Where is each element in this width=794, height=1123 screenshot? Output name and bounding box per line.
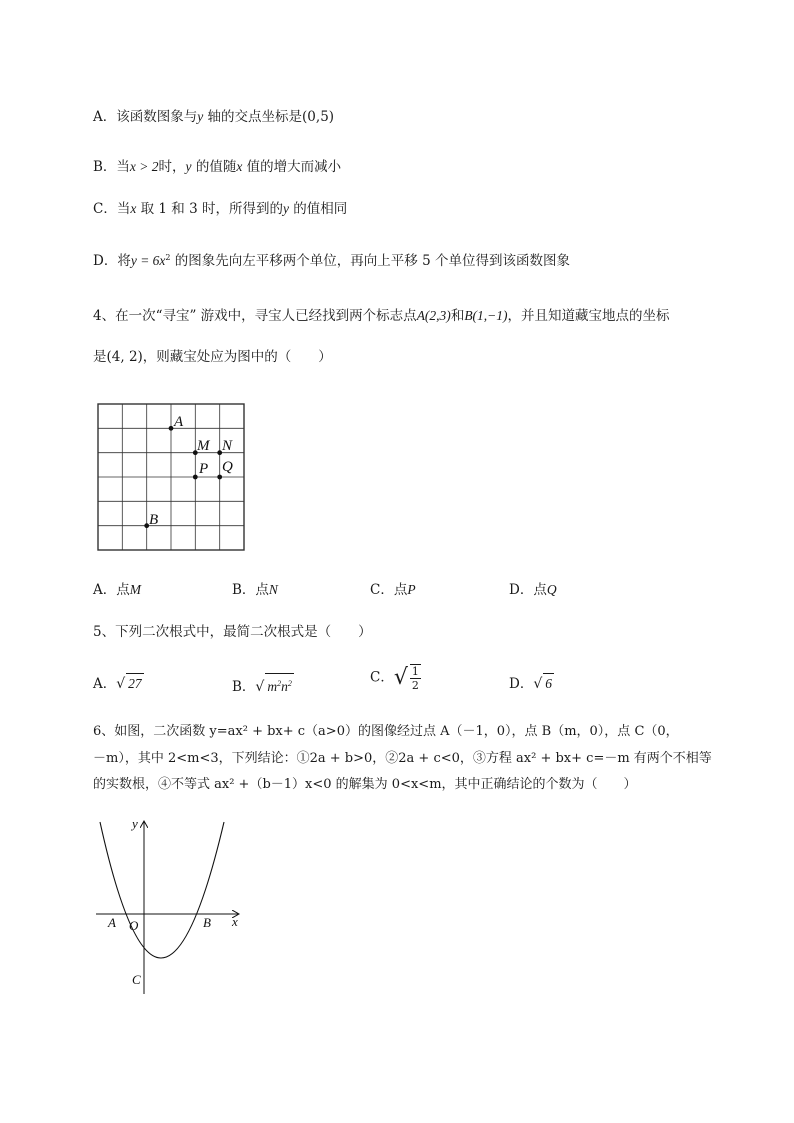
- q6-parabola-figure: [92, 814, 252, 999]
- q4-point-b: B(1,−1): [464, 308, 508, 323]
- q5-opt-b-radicand: [265, 673, 294, 697]
- q3-option-d: [93, 248, 570, 271]
- grid-label-b: B: [149, 512, 159, 528]
- radical-icon: √: [533, 676, 543, 692]
- q3-b-var1: y: [185, 159, 192, 174]
- q5-opt-c-fraction: [410, 664, 421, 692]
- q6-stem-line2: －m），其中 2<m<3，下列结论：①2a + b>0，②2a + c<0，③方程 ax² + bx+ c=－m 有两个不相等: [93, 751, 712, 766]
- q4-opt-d-var: Q: [546, 582, 557, 597]
- q3-a-prefix: A．该函数图象与: [93, 109, 198, 125]
- q3-d-prefix: D．将: [93, 253, 131, 269]
- q6-stem-line3: 的实数根，④不等式 ax² +（b－1）x<0 的解集为 0<x<m，其中正确结论的个数为（ ）: [93, 777, 637, 792]
- label-o: O: [129, 918, 139, 933]
- q4-and: 和: [450, 308, 465, 324]
- q3-d-exp: 2: [165, 253, 171, 262]
- q3-c-prefix: C．当: [93, 201, 131, 217]
- q3-c-var2: y: [282, 201, 289, 216]
- q5-c-den: 2: [411, 679, 419, 692]
- q3-c-mid: 取 1 和 3 时，所得到的: [136, 201, 283, 217]
- q5-b-exp1: 2: [277, 679, 282, 688]
- q4-opt-c-label: C．点: [370, 582, 408, 598]
- q4-opt-b-label: B．点: [232, 582, 269, 598]
- q5-b-base2: n: [281, 679, 288, 694]
- q5-option-d: [509, 673, 554, 694]
- q5-option-c: [370, 664, 421, 692]
- q5-opt-a-radicand: 27: [126, 673, 144, 694]
- q6-stem-line1: 6、如图，二次函数 y=ax² + bx+ c（a>0）的图像经过点 A（－1，0），点 B（m，0），点 C（0，: [93, 724, 679, 739]
- radical-icon: √: [255, 679, 265, 695]
- label-x: x: [232, 914, 238, 929]
- grid-point-q: [217, 475, 222, 480]
- label-y: y: [132, 816, 138, 831]
- grid-label-n: N: [222, 438, 233, 454]
- q5-opt-d-radicand: 6: [543, 673, 554, 694]
- q4-stem-line1: [93, 306, 670, 326]
- q3-b-var2: x: [236, 159, 243, 174]
- q3-option-a: [93, 107, 334, 127]
- q5-opt-a-label: A．: [93, 676, 117, 692]
- q3-b-suffix: 值的增大而减小: [242, 159, 342, 175]
- q3-d-suffix: 的图象先向左平移两个单位，再向上平移 5 个单位得到该函数图象: [170, 253, 570, 269]
- parabola-curve: [100, 822, 224, 958]
- q3-option-b: [93, 157, 341, 177]
- q5-opt-b-label: B．: [232, 679, 256, 695]
- q4-opt-a-label: A．点: [93, 582, 130, 598]
- q5-option-a: [93, 673, 144, 694]
- q5-b-base1: m: [267, 679, 278, 694]
- q4-line1-b: ，并且知道藏宝地点的坐标: [507, 308, 670, 324]
- q5-c-num: 1: [411, 665, 419, 678]
- q4-opt-b-var: N: [268, 582, 278, 597]
- q3-b-middle: 的值随: [191, 159, 237, 175]
- q3-d-expr: y = 6x: [130, 253, 166, 268]
- q3-option-c: [93, 199, 347, 219]
- radical-icon: √: [116, 676, 126, 692]
- q4-option-b: [232, 580, 278, 600]
- q4-opt-d-label: D．点: [509, 582, 547, 598]
- radical-icon: √: [393, 665, 408, 690]
- q4-grid-figure: [96, 402, 248, 554]
- q4-option-a: [93, 580, 141, 600]
- label-b: B: [203, 915, 211, 930]
- q4-stem-line2: [93, 347, 332, 367]
- q5-opt-d-label: D．: [509, 676, 534, 692]
- q4-line1-a: 4、在一次“寻宝” 游戏中，寻宝人已经找到两个标志点: [93, 308, 417, 324]
- q4-coord: (4, 2): [106, 349, 143, 365]
- q3-b-prefix: B．当: [93, 159, 130, 175]
- q5-b-exp2: 2: [287, 679, 292, 688]
- q5-stem: 5、下列二次根式中，最简二次根式是（ ）: [93, 624, 372, 640]
- q3-b-cond: x > 2: [129, 159, 159, 174]
- q4-opt-a-var: M: [129, 582, 141, 597]
- label-a: A: [108, 915, 116, 930]
- q4-option-c: [370, 580, 416, 600]
- q4-option-d: [509, 580, 557, 600]
- grid-point-a: [169, 426, 174, 431]
- grid-label-m: M: [197, 438, 210, 454]
- q3-b-mid: 时，: [158, 159, 186, 175]
- q5-opt-c-label: C．: [370, 669, 394, 686]
- grid-label-a: A: [174, 414, 184, 430]
- grid-label-p: P: [199, 461, 209, 477]
- label-c: C: [132, 972, 141, 987]
- q3-a-var: y: [197, 109, 204, 124]
- q3-c-var1: x: [130, 201, 137, 216]
- grid-label-q: Q: [222, 459, 233, 475]
- grid-point-p: [193, 475, 198, 480]
- q4-opt-c-var: P: [407, 582, 416, 597]
- q5-option-b: [232, 673, 294, 697]
- q3-c-suffix: 的值相同: [288, 201, 348, 217]
- q4-point-a: A(2,3): [416, 308, 451, 323]
- q4-line2-b: ，则藏宝处应为图中的（ ）: [142, 349, 332, 365]
- q3-a-suffix: 轴的交点坐标是(0,5): [203, 109, 335, 125]
- q4-line2-a: 是: [93, 349, 107, 365]
